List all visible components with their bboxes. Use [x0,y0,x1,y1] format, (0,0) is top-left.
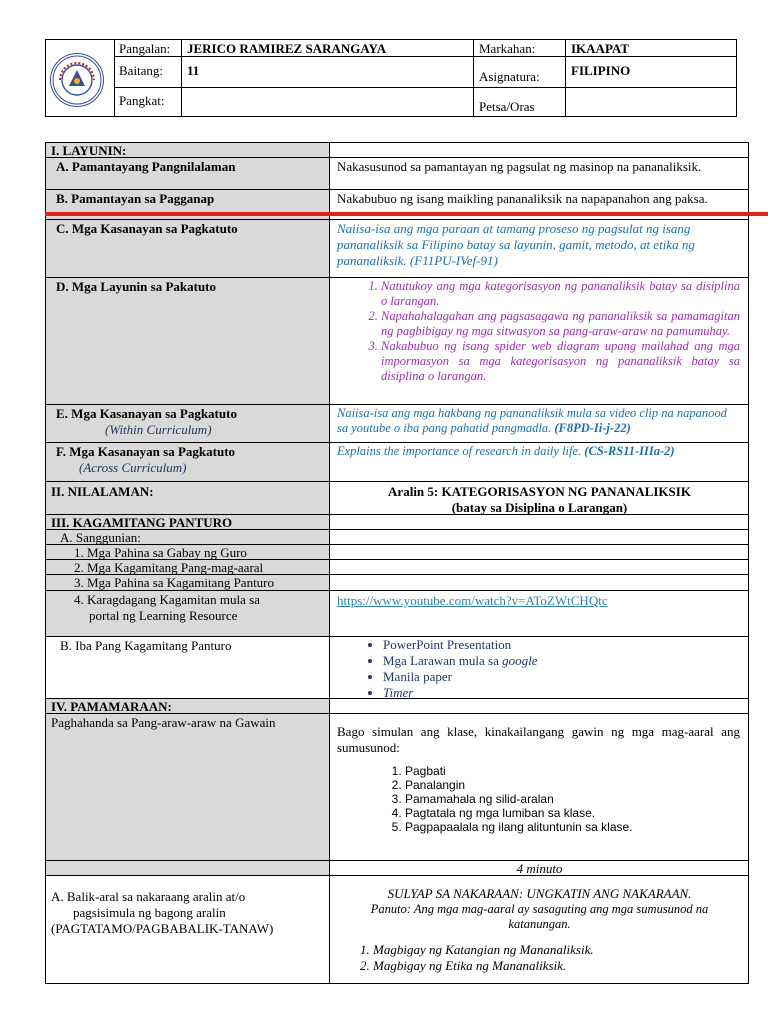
prep-label: Paghahanda sa Pang-araw-araw na Gawain [46,714,330,860]
sanggunian-label: A. Sanggunian: [46,530,330,544]
nilalaman-subtitle: (batay sa Disiplina o Larangan) [451,500,628,515]
header-row-name [114,40,736,57]
grade-value: 11 [182,56,474,87]
logo-cell [46,40,115,116]
objective-1: 1. Natutukoy ang mga kategorisasyon ng pananaliksik batay sa disiplina o larangan. [381,279,740,309]
row-kagamitan [46,515,748,530]
row-a3 [46,575,748,591]
objectives-list [337,279,740,384]
header-row-grade [114,56,736,88]
row-prep [46,714,748,861]
label-c: C. Mga Kasanayan sa Pagkatuto [46,220,330,277]
material-2 [383,653,742,669]
balik-aral-item-2: 2. Magbigay ng Etika ng Mananaliksik. [373,958,742,974]
group-value [182,87,474,116]
objective-2: 2. Napahahalagahan ang pagsasagawa ng pananaliksik sa pamamagitan ng pagbibigay ng mga sitwasyon sa pang-araw-araw na pamumuhay. [381,309,740,339]
balik-aral-content [331,876,748,984]
name-label: Pangalan: [114,40,182,56]
date-label: Petsa/Oras [474,87,566,116]
quarter-label: Markahan: [474,40,566,56]
material-1: • PowerPoint Presentation [383,637,742,653]
material-3: • Manila paper [383,669,742,685]
label-a: A. Pamantayang Pangnilalaman [46,158,330,189]
grade-label: Baitang: [114,56,182,87]
row-a1 [46,545,748,560]
layunin-empty [331,143,748,157]
balik-aral-line1: A. Balik-aral sa nakaraang aralin at/o [51,889,246,904]
materials-list [337,637,742,701]
value-d [331,278,748,404]
label-f-sub: (Across Curriculum) [79,460,187,475]
nilalaman-title-cell [331,482,748,514]
layunin-heading: I. LAYUNIN: [46,143,330,157]
material-2-italic: google [502,653,538,668]
f-text: Explains the importance of research in daily life. [337,444,582,458]
a4-label-2: portal ng Learning Resource [89,608,238,623]
a4-value [331,591,748,636]
row-sanggunian [46,530,748,545]
material-4: • Timer [383,685,742,701]
balik-aral-item-1: 1. Magbigay ng Katangian ng Mananaliksik. [373,942,742,958]
b-materials-list-cell [331,637,748,698]
material-2-text: Mga Larawan mula sa [383,653,503,668]
prep-item-2: 2. Panalangin [405,778,740,792]
label-b: B. Pamantayan sa Pagganap [46,190,330,219]
row-nilalaman [46,482,748,515]
header-row-group [114,87,736,116]
prep-item-5: 5. Pagpapaalala ng ilang alituntunin sa klase. [405,820,740,834]
label-e: E. Mga Kasanayan sa Pagkatuto [56,406,237,421]
time-value: 4 minuto [516,861,563,876]
value-f [331,443,748,481]
lesson-plan-table [45,142,749,984]
deped-seal-icon [50,53,104,107]
row-d [46,278,748,405]
balik-aral-instr: Panuto: Ang mga mag-aaral ay sasaguting ang mga sumusunod na katanungan. [370,902,709,931]
balik-aral-line3: (PAGTATAMO/PAGBABALIK-TANAW) [51,921,274,936]
subject-label: Asignatura: [474,56,566,87]
a3-label: 3. Mga Pahina sa Kagamitang Panturo [46,575,330,590]
prep-item-1: 1. Pagbati [405,764,740,778]
balik-aral-list [337,942,742,974]
group-label: Pangkat: [114,87,182,116]
label-e-sub: (Within Curriculum) [105,422,212,437]
label-d: D. Mga Layunin sa Pakatuto [46,278,330,404]
time-label [46,861,330,875]
a1-label: 1. Mga Pahina sa Gabay ng Guro [46,545,330,559]
balik-aral-label [46,876,330,984]
date-value [566,87,736,116]
row-e [46,405,748,443]
value-e [331,405,748,442]
label-f: F. Mga Kasanayan sa Pagkatuto [56,444,236,459]
row-pamamaraan [46,699,748,714]
objective-3: 3. Nakabubuo ng isang spider web diagram upang mailahad ang mga impormasyon sa mga kategorisasyon ng pananaliksik batay sa disiplina o larangan. [381,339,740,384]
a4-label-1: 4. Karagdagang Kagamitan mula sa [74,592,260,607]
prep-intro: Bago simulan ang klase, kinakailangang gawin ng mga mag-aaral ang sumusunod: [337,724,740,755]
prep-item-3: 3. Pamamahala ng silid-aralan [405,792,740,806]
value-a: Nakasusunod sa pamantayan ng pagsulat ng masinop na pananaliksik. [337,159,702,174]
label-f-cell [46,443,330,481]
row-layunin [46,143,748,158]
youtube-link[interactable]: https://www.youtube.com/watch?v=AToZWtCHQtc [337,593,608,608]
nilalaman-heading: II. NILALAMAN: [46,482,330,514]
row-balik-aral [46,876,748,984]
row-a2 [46,560,748,575]
prep-item-4: 4. Pagtatala ng mga lumiban sa klase. [405,806,740,820]
prep-list [337,764,740,834]
quarter-value: IKAAPAT [571,41,630,56]
pamamaraan-heading: IV. PAMAMARAAN: [46,699,330,713]
name-value: JERICO RAMIREZ SARANGAYA [182,40,474,56]
nilalaman-title: Aralin 5: KATEGORISASYON NG PANANALIKSIK [388,484,691,499]
row-c [46,220,748,278]
row-f [46,443,748,482]
row-b-materials [46,637,748,699]
b-materials-label: B. Iba Pang Kagamitang Panturo [46,637,330,698]
row-a4 [46,591,748,637]
red-annotation-line [45,212,768,216]
a4-label-cell [46,591,330,636]
value-b: Nakabubuo ng isang maikling pananaliksik na napapanahon ang paksa. [337,191,708,206]
balik-aral-line2: pagsisimula ng bagong aralin [73,905,226,920]
e-code: (F8PD-Ii-j-22) [554,421,631,435]
subject-value: FILIPINO [571,63,631,78]
balik-aral-title: SULYAP SA NAKARAAN: UNGKATIN ANG NAKARAAN. [387,886,692,901]
label-e-cell [46,405,330,442]
f-code: (CS-RS11-IIIa-2) [584,444,675,458]
row-time [46,861,748,876]
prep-cell [331,714,748,860]
e-text: Naiisa-isa ang mga hakbang ng pananaliksik mula sa video clip na napanood sa youtube o iba pang pahatid pangmadla. [337,406,727,435]
value-c: Naiisa-isa ang mga paraan at tamang proseso ng pagsulat ng isang pananaliksik sa Filipino batay sa layunin, gamit, metodo, at etika ng pananaliksik. (F11PU-IVef-91) [337,221,695,268]
header-table [45,39,737,117]
a2-label: 2. Mga Kagamitang Pang-mag-aaral [46,560,330,574]
kagamitan-heading: III. KAGAMITANG PANTURO [46,515,330,529]
row-a [46,158,748,190]
